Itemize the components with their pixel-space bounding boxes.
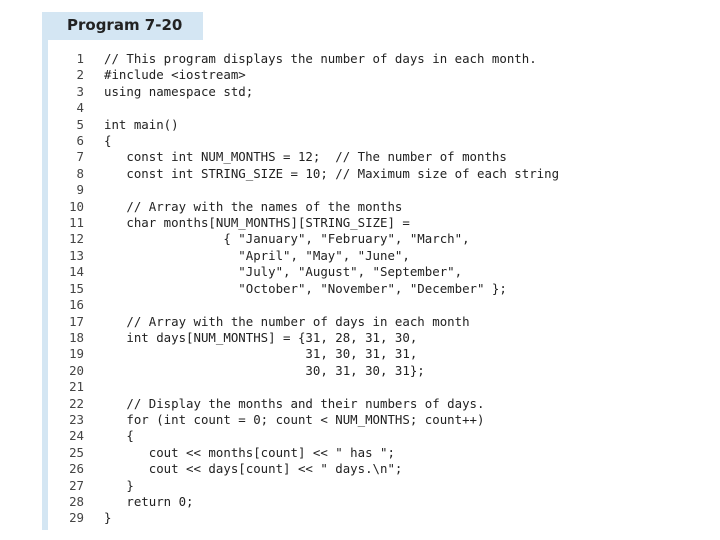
- code-text: const int NUM_MONTHS = 12; // The number of months: [104, 149, 507, 165]
- line-number: 28: [69, 493, 84, 509]
- line-number: 5: [76, 116, 84, 132]
- line-number: 3: [76, 83, 84, 99]
- line-number: 11: [69, 215, 84, 231]
- line-number: 4: [76, 100, 84, 116]
- code-text: "July", "August", "September",: [104, 264, 463, 280]
- code-text: char months[NUM_MONTHS][STRING_SIZE] =: [104, 215, 410, 231]
- code-text: "April", "May", "June",: [104, 247, 410, 263]
- code-text: int main(): [104, 116, 179, 132]
- code-text: // Array with the names of the months: [104, 198, 403, 214]
- left-accent-bar: [42, 12, 48, 530]
- code-text: {: [104, 133, 112, 149]
- line-number: 25: [69, 444, 84, 460]
- code-text: cout << days[count] << " days.\n";: [104, 461, 403, 477]
- line-number: 1: [76, 51, 84, 66]
- line-number: 8: [76, 165, 84, 181]
- line-number: 7: [76, 149, 84, 165]
- code-text: for (int count = 0; count < NUM_MONTHS; count++): [104, 411, 485, 427]
- line-number: 10: [69, 198, 84, 214]
- code-text: "October", "November", "December" };: [104, 280, 507, 296]
- line-number: 17: [69, 313, 84, 329]
- line-number: 15: [69, 280, 84, 296]
- code-text: // This program displays the number of days in each month.: [104, 51, 537, 66]
- code-text: // Array with the number of days in each month: [104, 313, 470, 329]
- code-text: const int STRING_SIZE = 10; // Maximum size of each string: [104, 165, 560, 181]
- code-text: 30, 31, 30, 31};: [104, 362, 425, 378]
- line-number: 24: [69, 428, 84, 444]
- line-number: 14: [69, 264, 84, 280]
- line-number: 18: [69, 329, 84, 345]
- code-text: {: [104, 428, 134, 444]
- code-text: cout << months[count] << " has ";: [104, 444, 395, 460]
- line-number: 21: [69, 379, 84, 395]
- line-number: 23: [69, 411, 84, 427]
- code-text: { "January", "February", "March",: [104, 231, 470, 247]
- line-number: 19: [69, 346, 84, 362]
- line-number: 12: [69, 231, 84, 247]
- line-number: 26: [69, 461, 84, 477]
- line-number: 20: [69, 362, 84, 378]
- code-text: #include <iostream>: [104, 67, 246, 83]
- code-text: }: [104, 510, 112, 526]
- line-number: 27: [69, 477, 84, 493]
- line-number: 9: [76, 182, 84, 198]
- line-number: 2: [76, 67, 84, 83]
- line-number: 29: [69, 510, 84, 526]
- line-number: 22: [69, 395, 84, 411]
- line-number: 6: [76, 133, 84, 149]
- code-text: return 0;: [104, 493, 194, 509]
- code-text: }: [104, 477, 134, 493]
- code-text: 31, 30, 31, 31,: [104, 346, 418, 362]
- code-text: // Display the months and their numbers of days.: [104, 395, 485, 411]
- code-text: int days[NUM_MONTHS] = {31, 28, 31, 30,: [104, 329, 418, 345]
- code-text: using namespace std;: [104, 83, 254, 99]
- program-title: Program 7-20: [67, 16, 183, 34]
- line-number: 13: [69, 247, 84, 263]
- line-number: 16: [69, 297, 84, 313]
